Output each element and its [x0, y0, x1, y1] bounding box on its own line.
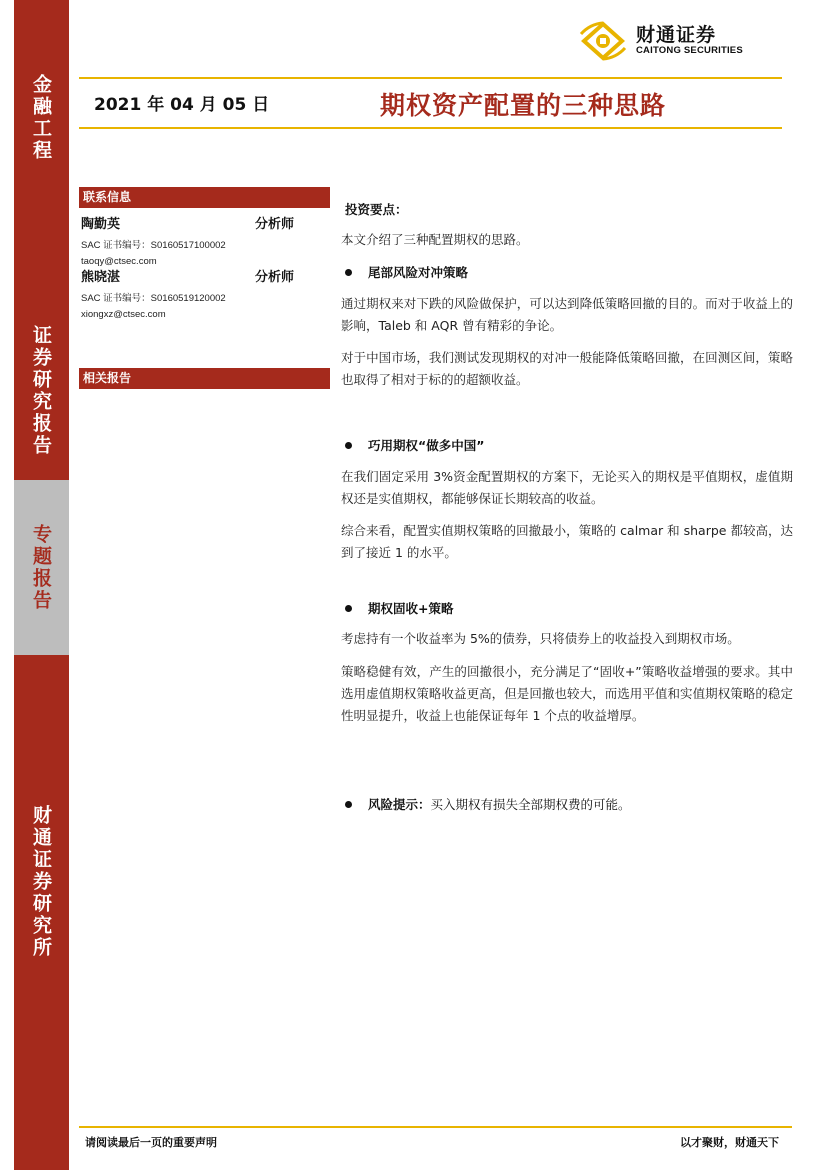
section-title-tail-risk: 尾部风险对冲策略: [368, 265, 469, 280]
contact-heading: 联系信息: [79, 187, 330, 208]
header-divider-bottom: [79, 127, 782, 129]
risk-warning: [345, 795, 631, 813]
analyst-role: 分析师: [254, 270, 294, 285]
header-divider-top: [79, 77, 782, 79]
logo-emblem-icon: [578, 20, 628, 62]
company-logo: [578, 20, 768, 62]
analyst-card: [81, 266, 330, 320]
footer-slogan: 以才聚财，财通天下: [680, 1136, 779, 1149]
sidebar-label-special-report: 专题报告: [14, 480, 69, 655]
bullet-icon: [345, 605, 352, 612]
analyst-email[interactable]: taoqy@ctsec.com: [81, 256, 157, 267]
sidebar-label-category: 金融工程: [30, 74, 52, 162]
paragraph: 在我们固定采用 3%资金配置期权的方案下，无论买入的期权是平值期权，虚值期权还是实值期权，都能够保证长期较高的收益。: [341, 469, 793, 506]
key-points-title: 投资要点：: [345, 202, 408, 217]
analyst-name: 陶勤英: [81, 217, 121, 232]
analyst-name: 熊晓湛: [81, 270, 121, 285]
analyst-card: [81, 213, 330, 267]
analyst-sac-number: SAC 证书编号：S0160517100002: [81, 240, 226, 251]
section-title-fixed-income-plus: 期权固收+策略: [368, 601, 454, 616]
bullet-icon: [345, 269, 352, 276]
sidebar-label-report-type: 证券研究报告: [30, 325, 52, 457]
risk-text: 买入期权有损失全部期权费的可能。: [430, 797, 631, 812]
analyst-role: 分析师: [254, 217, 294, 232]
paragraph: 通过期权来对下跌的风险做保护，可以达到降低策略回撤的目的。而对于收益上的影响，Taleb 和 AQR 曾有精彩的争论。: [341, 296, 793, 333]
paragraph: 策略稳健有效，产生的回撤很小，充分满足了“固收+”策略收益增强的要求。其中选用虚值期权策略收益更高，但是回撤也较大，而选用平值和实值期权策略的稳定性明显提升，收益上也能保证每年 1 个点的收益增厚。: [341, 664, 793, 723]
section-heading: [345, 599, 453, 617]
paragraph: 对于中国市场，我们测试发现期权的对冲一般能降低策略回撤，在回测区间，策略也取得了相对于标的的超额收益。: [341, 350, 793, 387]
logo-chinese-name: 财通证券: [636, 24, 717, 46]
report-title: 期权资产配置的三种思路: [380, 91, 667, 120]
intro-paragraph: 本文介绍了三种配置期权的思路。: [341, 232, 529, 247]
paragraph: 综合来看，配置实值期权策略的回撤最小，策略的 calmar 和 sharpe 都较高，达到了接近 1 的水平。: [341, 523, 793, 560]
bullet-icon: [345, 801, 352, 808]
footer-divider: [79, 1126, 792, 1128]
section-heading: [345, 436, 484, 454]
risk-label: 风险提示：: [368, 797, 431, 812]
side-bar: [14, 0, 69, 1170]
section-title-long-china: 巧用期权“做多中国”: [368, 438, 485, 453]
paragraph: 考虑持有一个收益率为 5%的债券，只将债券上的收益投入到期权市场。: [341, 631, 740, 646]
logo-english-name: CAITONG SECURITIES: [636, 45, 743, 56]
related-reports-heading: 相关报告: [79, 368, 330, 389]
footer-disclaimer-notice: 请阅读最后一页的重要声明: [85, 1136, 217, 1149]
section-heading: [345, 263, 468, 281]
analyst-email[interactable]: xiongxz@ctsec.com: [81, 309, 166, 320]
report-date: 2021 年 04 月 05 日: [94, 95, 270, 115]
bullet-icon: [345, 442, 352, 449]
analyst-sac-number: SAC 证书编号：S0160519120002: [81, 293, 226, 304]
sidebar-label-institute: 财通证券研究所: [30, 805, 52, 959]
